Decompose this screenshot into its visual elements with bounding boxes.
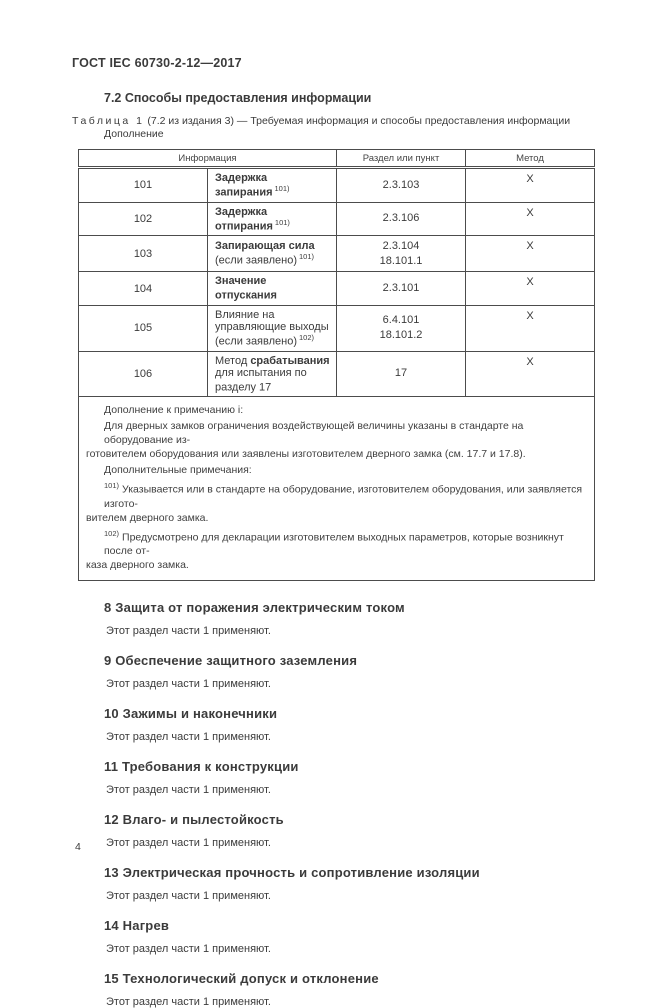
clause-body: Этот раздел части 1 применяют. [106, 837, 271, 850]
row-info [208, 168, 337, 203]
section-ref: 6.4.101 [382, 314, 420, 327]
clause-body: Этот раздел части 1 применяют. [106, 784, 271, 797]
footnote-marker: 102) [299, 332, 315, 342]
clause-11 [72, 759, 594, 796]
table-caption-text: (7.2 из издания 3) — Требуемая информация и способы предоставления информации [144, 115, 571, 127]
row-info-text: Влияние на управляющие выходы (если заявлено) [215, 308, 329, 348]
row-info-text: (если заявлено) [215, 255, 298, 268]
table-caption-label: Таблица 1 [72, 115, 145, 127]
row-section [337, 305, 466, 351]
section-ref: 18.101.1 [379, 254, 423, 267]
footnote-marker: 101) [274, 184, 290, 193]
page-number: 4 [75, 841, 81, 853]
row-info-bold: Значение отпускания [215, 275, 277, 302]
note-line [86, 527, 587, 559]
table-caption [72, 115, 594, 141]
table-footer-row [79, 397, 595, 581]
row-info [208, 272, 337, 306]
footnote-101 [86, 479, 587, 525]
row-number: 101 [79, 168, 208, 203]
clause-14 [72, 918, 594, 955]
row-section [337, 202, 466, 236]
col-header-method: Метод [466, 150, 595, 168]
row-method: X [466, 305, 595, 351]
row-section [337, 236, 466, 272]
section-ref: 2.3.101 [382, 282, 420, 295]
clause-title: 8 Защита от поражения электрическим током [104, 600, 405, 616]
table-row [79, 202, 595, 236]
row-method: X [466, 202, 595, 236]
row-info-text: Метод [215, 354, 251, 367]
footnote-marker: 101) [104, 481, 120, 491]
table-row [79, 272, 595, 306]
requirements-table [78, 149, 595, 581]
row-number: 102 [79, 202, 208, 236]
footnote-marker: 102) [104, 528, 120, 538]
clause-body: Этот раздел части 1 применяют. [106, 890, 271, 903]
footnote-102 [86, 527, 587, 573]
row-number: 104 [79, 272, 208, 306]
row-section [337, 272, 466, 306]
row-info-bold: Задержка запирания [215, 172, 273, 199]
col-header-section: Раздел или пункт [337, 150, 466, 168]
footnote-marker: 101) [274, 217, 290, 227]
row-number: 106 [79, 351, 208, 397]
note-line: готовителем оборудования или заявлены изготовителем дверного замка (см. 17.7 и 17.8). [86, 448, 526, 461]
row-info-bold: Запирающая сила [215, 240, 315, 253]
doc-code: ГОСТ IEC 60730-2-12—2017 [72, 56, 242, 70]
row-info [208, 351, 337, 397]
row-method: X [466, 272, 595, 306]
clause-12 [72, 812, 594, 849]
col-header-info: Информация [79, 150, 337, 168]
table-footnotes [79, 397, 595, 581]
clause-title: 13 Электрическая прочность и сопротивление изоляции [104, 865, 480, 881]
row-info [208, 202, 337, 236]
clauses [72, 600, 594, 1008]
table-caption-addition: Дополнение [104, 128, 164, 140]
table-row [79, 351, 595, 397]
clause-title: 15 Технологический допуск и отклонение [104, 971, 379, 987]
clause-7-2-heading: 7.2 Способы предоставления информации [104, 91, 372, 105]
note-text: Предусмотрено для декларации изготовителем выходных параметров, которые возникнут после от- [104, 531, 564, 558]
note-line: каза дверного замка. [86, 559, 189, 572]
note-to-i-label: Дополнение к примечанию i: [104, 404, 244, 417]
row-method: X [466, 168, 595, 203]
table-header-row [79, 150, 595, 168]
clause-body: Этот раздел части 1 применяют. [106, 996, 271, 1008]
additional-notes-label: Дополнительные примечания: [104, 464, 252, 477]
table-caption-line [72, 115, 594, 128]
clause-title: 11 Требования к конструкции [104, 759, 299, 775]
section-ref: 2.3.103 [382, 178, 420, 191]
section-ref: 18.101.2 [379, 329, 423, 342]
table-row [79, 236, 595, 272]
clause-10 [72, 706, 594, 743]
clause-body: Этот раздел части 1 применяют. [106, 943, 271, 956]
clause-body: Этот раздел части 1 применяют. [106, 678, 271, 691]
section-ref: 2.3.106 [382, 212, 420, 225]
table-row [79, 168, 595, 203]
row-info [208, 305, 337, 351]
clause-13 [72, 865, 594, 902]
row-method: X [466, 236, 595, 272]
clause-title: 10 Зажимы и наконечники [104, 706, 278, 722]
row-info-text: для испытания по разделу 17 [215, 366, 307, 394]
footnote-marker: 101) [299, 252, 315, 262]
section-ref: 2.3.104 [382, 239, 420, 252]
row-number: 103 [79, 236, 208, 272]
row-info-bold: Задержка отпирания [215, 205, 273, 233]
row-number: 105 [79, 305, 208, 351]
clause-body: Этот раздел части 1 применяют. [106, 731, 271, 744]
row-info [208, 236, 337, 272]
note-line [86, 479, 587, 511]
row-section [337, 168, 466, 203]
clause-title: 14 Нагрев [104, 918, 170, 934]
note-line: вителем дверного замка. [86, 511, 209, 524]
clause-9 [72, 653, 594, 690]
table-row [79, 305, 595, 351]
note-line: Для дверных замков ограничения воздействующей величины указаны в стандарте на оборудование из- [104, 420, 524, 447]
section-ref: 17 [394, 367, 408, 380]
row-section [337, 351, 466, 397]
clause-title: 9 Обеспечение защитного заземления [104, 653, 358, 669]
note-text: Указывается или в стандарте на оборудование, изготовителем оборудования, или заявляется изгото- [104, 483, 583, 510]
row-method: X [466, 351, 595, 397]
row-info-bold: срабатывания [250, 354, 330, 367]
clause-body: Этот раздел части 1 применяют. [106, 625, 271, 638]
clause-title: 12 Влаго- и пылестойкость [104, 812, 284, 828]
note-i-paragraph [86, 419, 587, 461]
clause-15 [72, 971, 594, 1008]
clause-8 [72, 600, 594, 637]
